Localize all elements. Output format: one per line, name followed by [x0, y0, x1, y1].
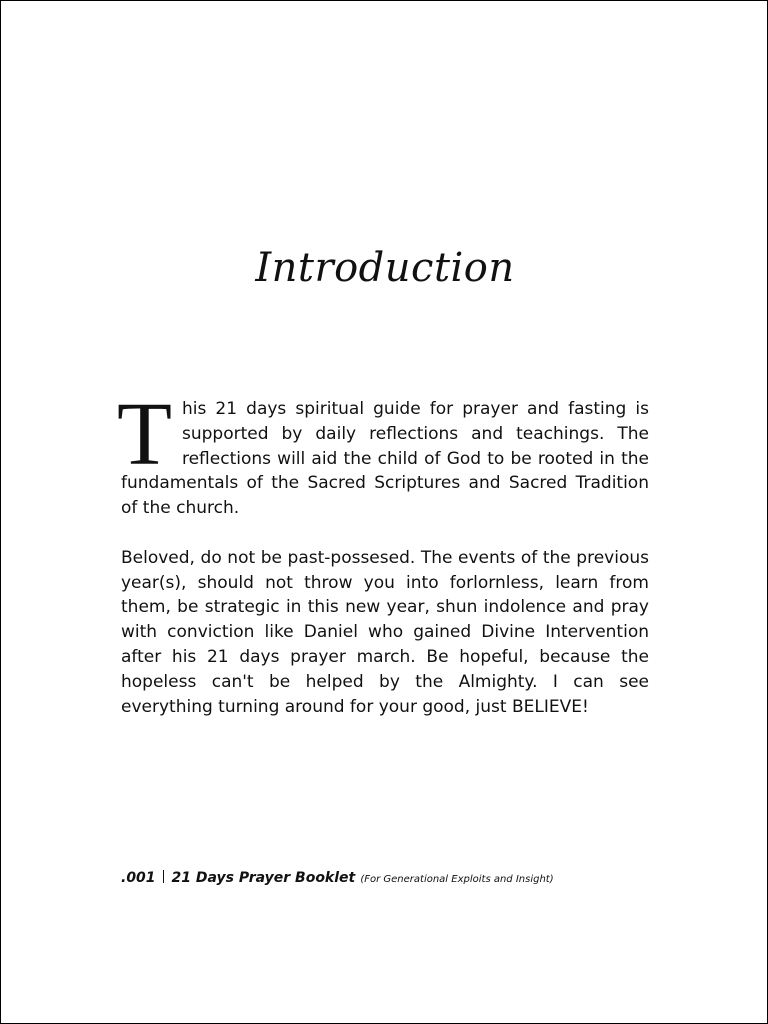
- page-title: Introduction: [255, 245, 515, 291]
- footer-divider: [163, 870, 164, 883]
- paragraph-2: Beloved, do not be past-possesed. The events of the previous year(s), should not throw you into forlornless, learn from them, be strategic in this new year, shun indolence and pray with conviction like Daniel who gained Divine Intervention after his 21 days prayer march. Be hopeful, because the hopeless can't be helped by the Almighty. I can see everything turning around for your good, just BELIEVE!: [121, 547, 649, 717]
- paragraph-1-text: his 21 days spiritual guide for prayer and fasting is supported by daily reflections and teachings. The reflections will aid the child of God to be rooted in the fundamentals of the Sacred Scriptures and Sacred Tradition of the church.: [121, 399, 649, 519]
- book-title: 21 Days Prayer Booklet: [171, 870, 356, 886]
- paragraph-1: [117, 385, 649, 521]
- body-text: [117, 385, 649, 719]
- page-footer: [121, 867, 554, 886]
- book-subtitle: (For Generational Exploits and Insight): [360, 874, 554, 885]
- drop-cap: T: [117, 385, 172, 484]
- page-number: .001: [121, 870, 156, 886]
